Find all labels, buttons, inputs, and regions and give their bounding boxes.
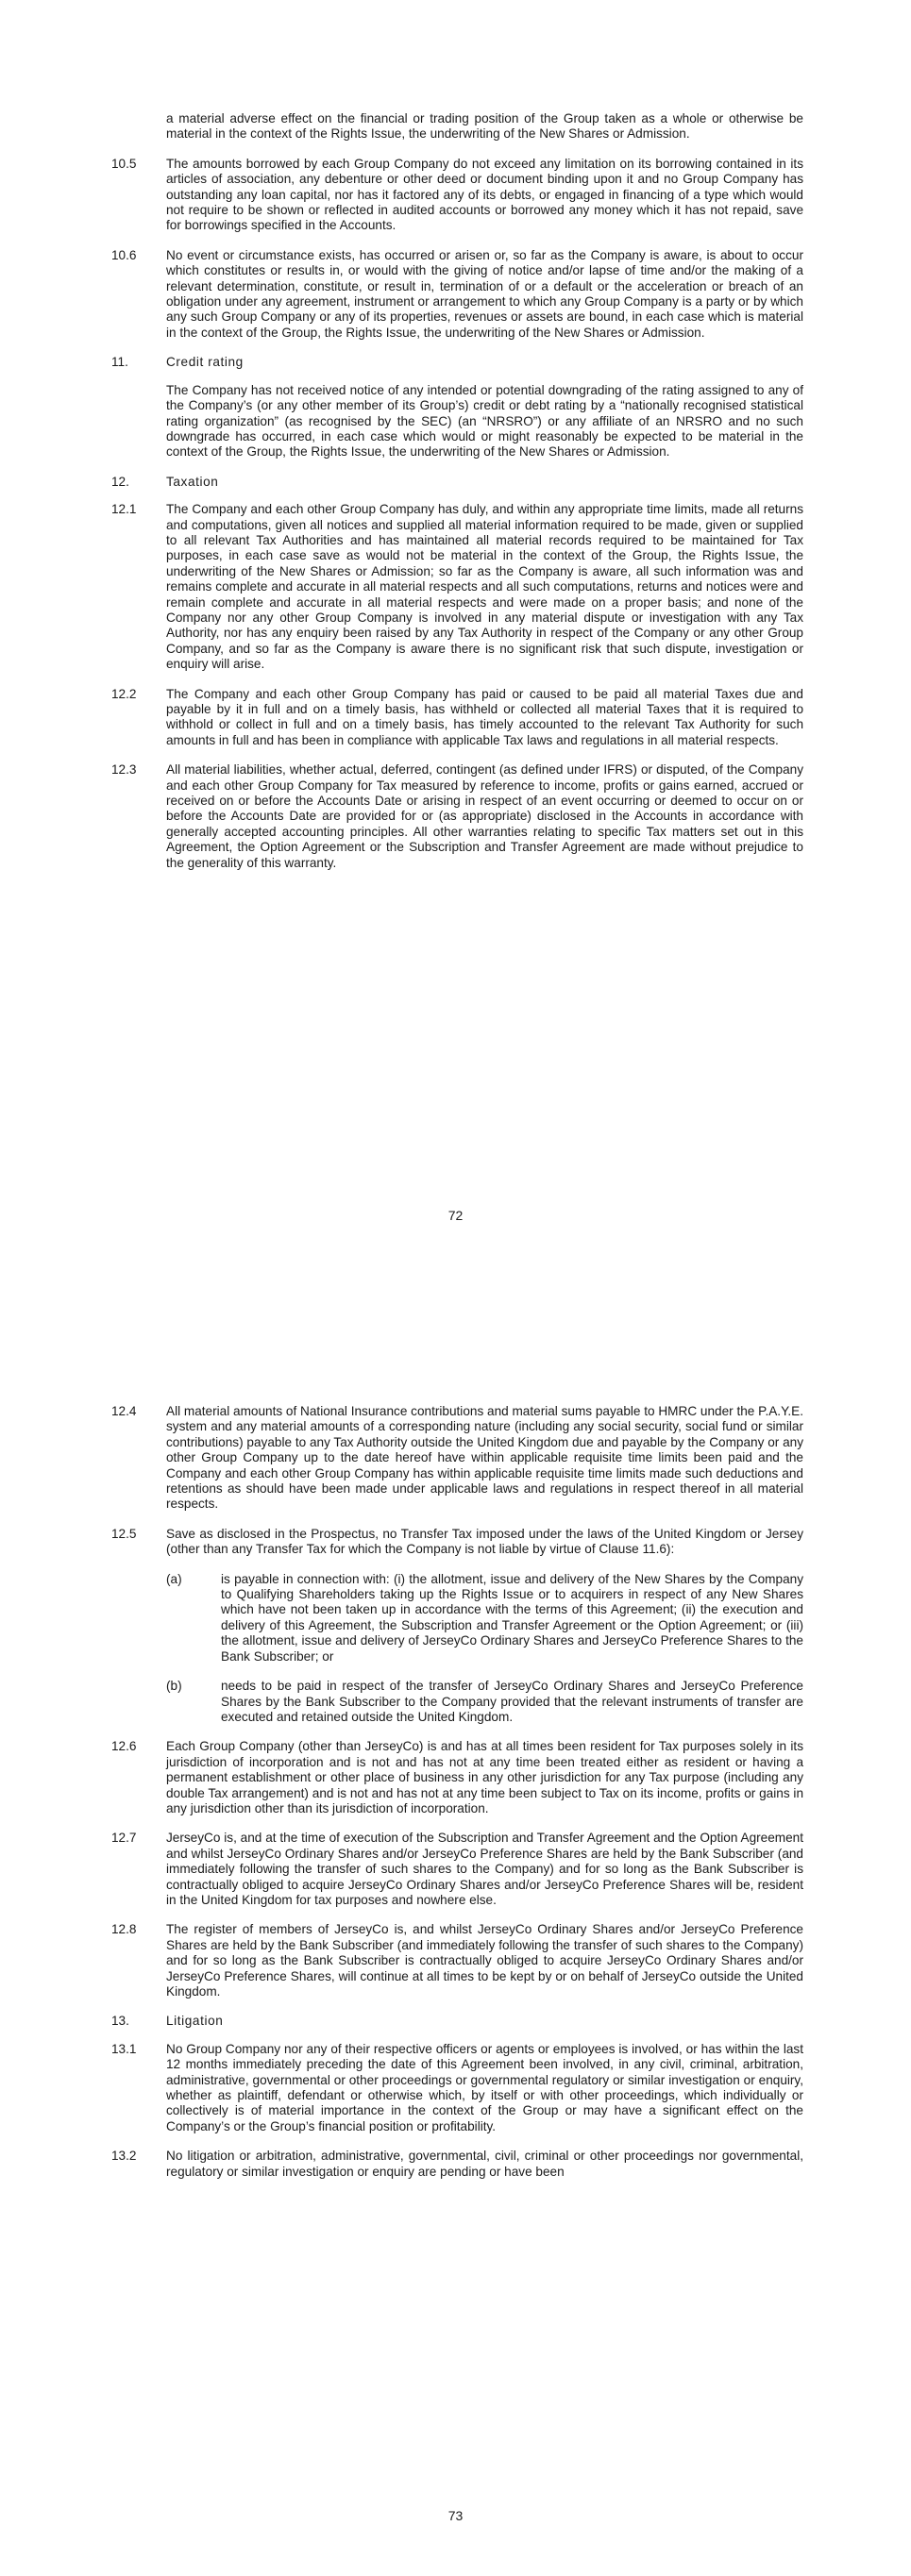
clause-text: No Group Company nor any of their respective officers or agents or employees is involved, or has within the last 12 months immediately preceding the date of this Agreement been involved, in any civil, criminal, arbitration, administrative, governmental or other proceedings or governmental regulatory or similar investigation or enquiry, whether as plaintiff, defendant or otherwise which, by itself or with other proceedings, which individually or collectively is of material importance in the context of the Group or may have a significant effect on the Company’s or the Group’s financial position or profitability.: [166, 2041, 803, 2133]
clause-number: 12.2: [111, 686, 137, 701]
clause-text: The Company has not received notice of any intended or potential downgrading of the rating assigned to any of the Company’s (or any other member of its Group’s) credit or debt rating by a “nationally recognised statistical rating organization” (as recognised by the SEC) (an “NRSRO”) or any affiliate of an NRSRO and no such downgrade has occurred, in each case which would or might reasonably be expected to be material in the context of the Group, the Rights Issue, the underwriting of the New Shares or Admission.: [166, 382, 803, 460]
clause-12-5-b: [166, 1679, 803, 1725]
clause-text: The Company and each other Group Company has duly, and within any appropriate time limits, made all returns and computations, given all notices and supplied all material information required to be made, given or supplied to all relevant Tax Authorities and has maintained all material records required to be maintained for Tax purposes, in each case save as would not be material in the context of the Group, the Rights Issue, the underwriting of the New Shares or Admission; so far as the Company is aware, all such information was and remains complete and accurate in all material respects and all such computations, returns and notices were and remain complete and accurate in all material respects and were made on a proper basis; and none of the Company nor any other Group Company is involved in any material dispute or investigation with any Tax Authority, nor has any enquiry been raised by any Tax Authority in respect of the Company or any other Group Company, and so far as the Company is aware there is no significant risk that such dispute, investigation or enquiry will arise.: [166, 502, 803, 672]
clause-number: 10.5: [111, 156, 137, 171]
page-content: [111, 111, 803, 885]
clause-text: The amounts borrowed by each Group Company do not exceed any limitation on its borrowing contained in its articles of association, any debenture or other deed or document binding upon it and no Group Company has outstanding any loan capital, nor has it factored any of its debts, or engaged in financing of a type which would not require to be shown or reflected in audited accounts or borrowed any money which it has not repaid, save for borrowings specified in the Accounts.: [166, 156, 803, 233]
paragraph-text: a material adverse effect on the financial or trading position of the Group taken as a whole or otherwise be material in the context of the Rights Issue, the underwriting of the New Shares or Admission.: [166, 111, 803, 142]
clause-text: No litigation or arbitration, administrative, governmental, civil, criminal or other proceedings nor governmental, regulatory or similar investigation or enquiry are pending or have been: [166, 2149, 803, 2179]
clause-text: Save as disclosed in the Prospectus, no Transfer Tax imposed under the laws of the United Kingdom or Jersey (other than any Transfer Tax for which the Company is not liable by virtue of Clause 11.6):: [166, 1526, 803, 1557]
section-number: 11.: [111, 355, 128, 370]
clause-number: 12.4: [111, 1404, 137, 1418]
clause-text: The register of members of JerseyCo is, and whilst JerseyCo Ordinary Shares and/or JerseyCo Preference Shares are held by the Bank Subscriber (and immediately following the transfer of such shares to the Company) and for so long as the Bank Subscriber is contractually obliged to acquire JerseyCo Ordinary Shares and/or JerseyCo Preference Shares, will continue at all times to be kept by or on behalf of JerseyCo outside the United Kingdom.: [166, 1922, 803, 1999]
clause-12-5-a: [166, 1572, 803, 1664]
subclause-text: is payable in connection with: (i) the allotment, issue and delivery of the New Shares by the Company to Qualifying Shareholders taking up the Rights Issue or to acquirers in respect of any New Shares which have not been taken up in accordance with the terms of this Agreement; (ii) the execution and delivery of this Agreement, the Subscription and Transfer Agreement or the Option Agreement; or (iii) the allotment, issue and delivery of JerseyCo Ordinary Shares and JerseyCo Preference Shares to the Bank Subscriber; or: [221, 1571, 803, 1664]
clause-13-2: [111, 2149, 803, 2180]
clause-number: 13.2: [111, 2149, 137, 2164]
document-page-72: [0, 0, 911, 1283]
clause-12-3: [111, 762, 803, 871]
clause-number: 12.8: [111, 1922, 137, 1937]
clause-number: 12.1: [111, 502, 137, 517]
clause-12-5: [111, 1527, 803, 1558]
continued-paragraph: [166, 111, 803, 142]
clause-text: All material liabilities, whether actual, deferred, contingent (as defined under IFRS) or disputed, of the Company and each other Group Company for Tax measured by reference to income, profits or gains earned, accrued or received on or before the Accounts Date or arising in respect of an event occurring or deemed to occur on or before the Accounts Date are provided for or (as appropriate) disclosed in the Accounts in accordance with generally accepted accounting principles. All other warranties relating to specific Tax matters set out in this Agreement, the Option Agreement or the Subscription and Transfer Agreement are made without prejudice to the generality of this warranty.: [166, 762, 803, 870]
section-heading-12: [111, 475, 803, 490]
section-heading-13: [111, 2014, 803, 2029]
page-content: [111, 1404, 803, 2194]
document-page-73: [0, 1359, 911, 2576]
clause-10-6: [111, 248, 803, 341]
subclause-letter: (b): [166, 1679, 182, 1694]
section-number: 12.: [111, 474, 129, 489]
clause-12-7: [111, 1831, 803, 1908]
section-title: Litigation: [166, 2014, 224, 2029]
clause-12-8: [111, 1922, 803, 1999]
page-number: 73: [447, 2508, 464, 2523]
clause-number: 12.7: [111, 1831, 137, 1846]
clause-12-4: [111, 1404, 803, 1513]
clause-text: No event or circumstance exists, has occurred or arisen or, so far as the Company is aware, is about to occur which constitutes or results in, or would with the giving of notice and/or lapse of time and/or the making of a relevant determination, constitute, or result in, termination of or a default or the acceleration or breach of an obligation under any agreement, instrument or arrangement to which any Group Company is a party or by which any such Group Company or any of its properties, revenues or assets are bound, in each case which is material in the context of the Group, the Rights Issue, the underwriting of the New Shares or Admission.: [166, 247, 803, 340]
clause-12-6: [111, 1739, 803, 1816]
clause-text: The Company and each other Group Company has paid or caused to be paid all material Taxes due and payable by it in full and on a timely basis, has withheld or collected all material Taxes that it is required to withhold or collect in full and on a timely basis, has timely accounted to the relevant Tax Authority for such amounts in full and has been in compliance with applicable Tax laws and regulations in all material respects.: [166, 686, 803, 747]
clause-text: JerseyCo is, and at the time of execution of the Subscription and Transfer Agreement and the Option Agreement and whilst JerseyCo Ordinary Shares and/or JerseyCo Preference Shares are held by the Bank Subscriber (and immediately following the transfer of such shares to the Company) and for so long as the Bank Subscriber is contractually obliged to acquire JerseyCo Ordinary Shares and/or JerseyCo Preference Shares will be, resident in the United Kingdom for tax purposes and nowhere else.: [166, 1831, 803, 1907]
clause-number: 12.6: [111, 1739, 137, 1754]
clause-number: 12.5: [111, 1526, 137, 1541]
section-number: 13.: [111, 2014, 129, 2029]
clause-number: 12.3: [111, 762, 137, 778]
section-title: Credit rating: [166, 355, 244, 370]
subclause-letter: (a): [166, 1571, 182, 1586]
clause-number: 13.1: [111, 2041, 137, 2056]
clause-13-1: [111, 2042, 803, 2134]
page-number: 72: [447, 1208, 464, 1223]
subclause-text: needs to be paid in respect of the transfer of JerseyCo Ordinary Shares and JerseyCo Preference Shares by the Bank Subscriber to the Company provided that the relevant instruments of transfer are executed and retained outside the United Kingdom.: [221, 1679, 803, 1724]
section-title: Taxation: [166, 474, 219, 489]
clause-11-body: [166, 383, 803, 460]
clause-10-5: [111, 157, 803, 234]
section-heading-11: [111, 355, 803, 370]
clause-12-1: [111, 502, 803, 672]
clause-text: All material amounts of National Insurance contributions and material sums payable to HMRC under the P.A.Y.E. system and any material amounts of a corresponding nature (including any social security, social fund or similar contributions) payable to any Tax Authority outside the United Kingdom due and payable by the Company or any other Group Company up to the date hereof have within applicable requisite time limits been paid and the Company and each other Group Company has within applicable requisite time limits made such deductions and retentions as should have been made under applicable laws and regulations in respect thereof in all material respects.: [166, 1404, 803, 1512]
clause-number: 10.6: [111, 247, 137, 262]
clause-text: Each Group Company (other than JerseyCo) is and has at all times been resident for Tax purposes solely in its jurisdiction of incorporation and is not and has not at any time been treated either as resident or having a permanent establishment or other place of business in any other jurisdiction for any Tax purpose (including any double Tax arrangement) and is not and has not at any time been subject to Tax on its income, profits or gains in any jurisdiction other than its jurisdiction of incorporation.: [166, 1739, 803, 1815]
clause-12-2: [111, 687, 803, 749]
